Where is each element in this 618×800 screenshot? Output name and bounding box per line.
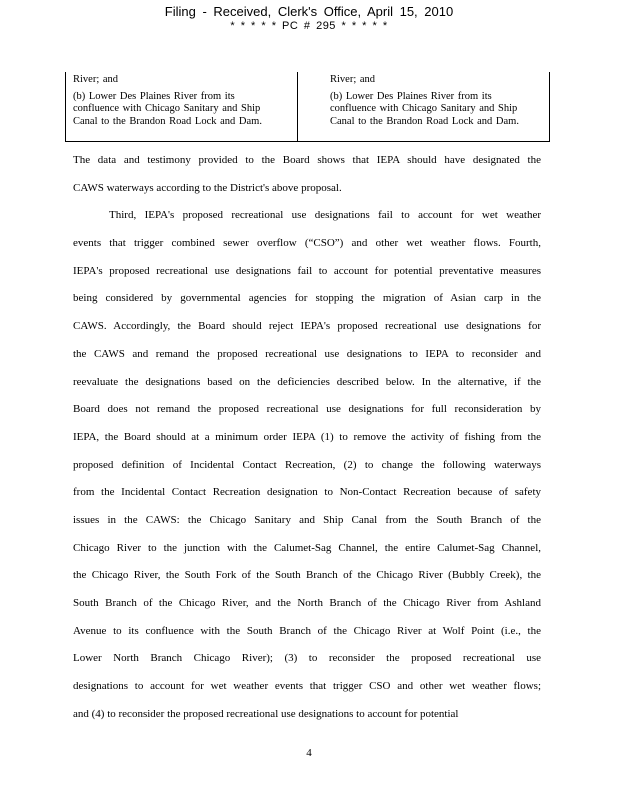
comparison-table [65, 72, 550, 142]
body-line: proposed definition of Incidental Contact Recreation, (2) to change the following waterways [73, 458, 541, 471]
body-line: the Chicago River, the South Fork of the South Branch of the Chicago River (Bubbly Creek), the [73, 569, 541, 582]
page-number: 4 [306, 747, 312, 759]
body-line: issues in the CAWS: the Chicago Sanitary and Ship Canal from the South Branch of the [73, 513, 541, 526]
body-line: Avenue to its confluence with the South Branch of the Chicago River at Wolf Point (i.e., the [73, 624, 541, 637]
body-line: events that trigger combined sewer overflow (“CSO”) and other wet weather flows. Fourth, [73, 237, 541, 250]
table-cell-right-line1: River; and [330, 74, 376, 85]
body-line: from the Incidental Contact Recreation designation to Non-Contact Recreation because of safety [73, 486, 541, 499]
body-line: Lower North Branch Chicago River); (3) to reconsider the proposed recreational use [73, 652, 541, 665]
body-line: Chicago River to the junction with the Calumet-Sag Channel, the entire Calumet-Sag Channel, [73, 541, 541, 554]
body-line: The data and testimony provided to the Board shows that IEPA should have designated the [73, 154, 541, 166]
table-cell-left [73, 74, 283, 128]
pc-number-header: * * * * * PC # 295 * * * * * [230, 20, 388, 32]
body-line: and (4) to reconsider the proposed recreational use designations to account for potential [73, 707, 459, 720]
body-line: IEPA, the Board should at a minimum order IEPA (1) to remove the activity of fishing from the [73, 430, 541, 443]
body-line: Third, IEPA's proposed recreational use designations fail to account for wet weather [109, 209, 541, 222]
body-line: designations to account for wet weather events that trigger CSO and other wet weather flows; [73, 680, 541, 693]
body-line: CAWS. Accordingly, the Board should reject IEPA's proposed recreational use designations for [73, 320, 541, 333]
body-line: being considered by governmental agencies for stopping the migration of Asian carp in the [73, 292, 541, 305]
table-cell-right-line2: (b) Lower Des Plaines River from its confluence with Chicago Sanitary and Ship Canal to the Brandon Road Lock and Dam. [330, 90, 519, 127]
body-line: Board does not remand the proposed recreational use designations for full reconsideration by [73, 403, 541, 416]
filing-header: Filing - Received, Clerk's Office, April 15, 2010 [164, 4, 454, 19]
body-line: reevaluate the designations based on the deficiencies described below. In the alternative, if the [73, 375, 541, 388]
table-cell-right [330, 74, 540, 128]
table-cell-left-line1: River; and [73, 74, 119, 85]
body-line: the CAWS and remand the proposed recreational use designations to IEPA to reconsider and [73, 347, 541, 360]
body-line: IEPA's proposed recreational use designations fail to account for potential preventative measures [73, 264, 541, 277]
body-line: CAWS waterways according to the District's above proposal. [73, 181, 342, 194]
table-divider [297, 72, 298, 141]
body-line: South Branch of the Chicago River, and the North Branch of the Chicago River from Ashland [73, 597, 541, 609]
table-cell-left-line2: (b) Lower Des Plaines River from its confluence with Chicago Sanitary and Ship Canal to the Brandon Road Lock and Dam. [73, 90, 262, 127]
document-body [73, 152, 541, 733]
